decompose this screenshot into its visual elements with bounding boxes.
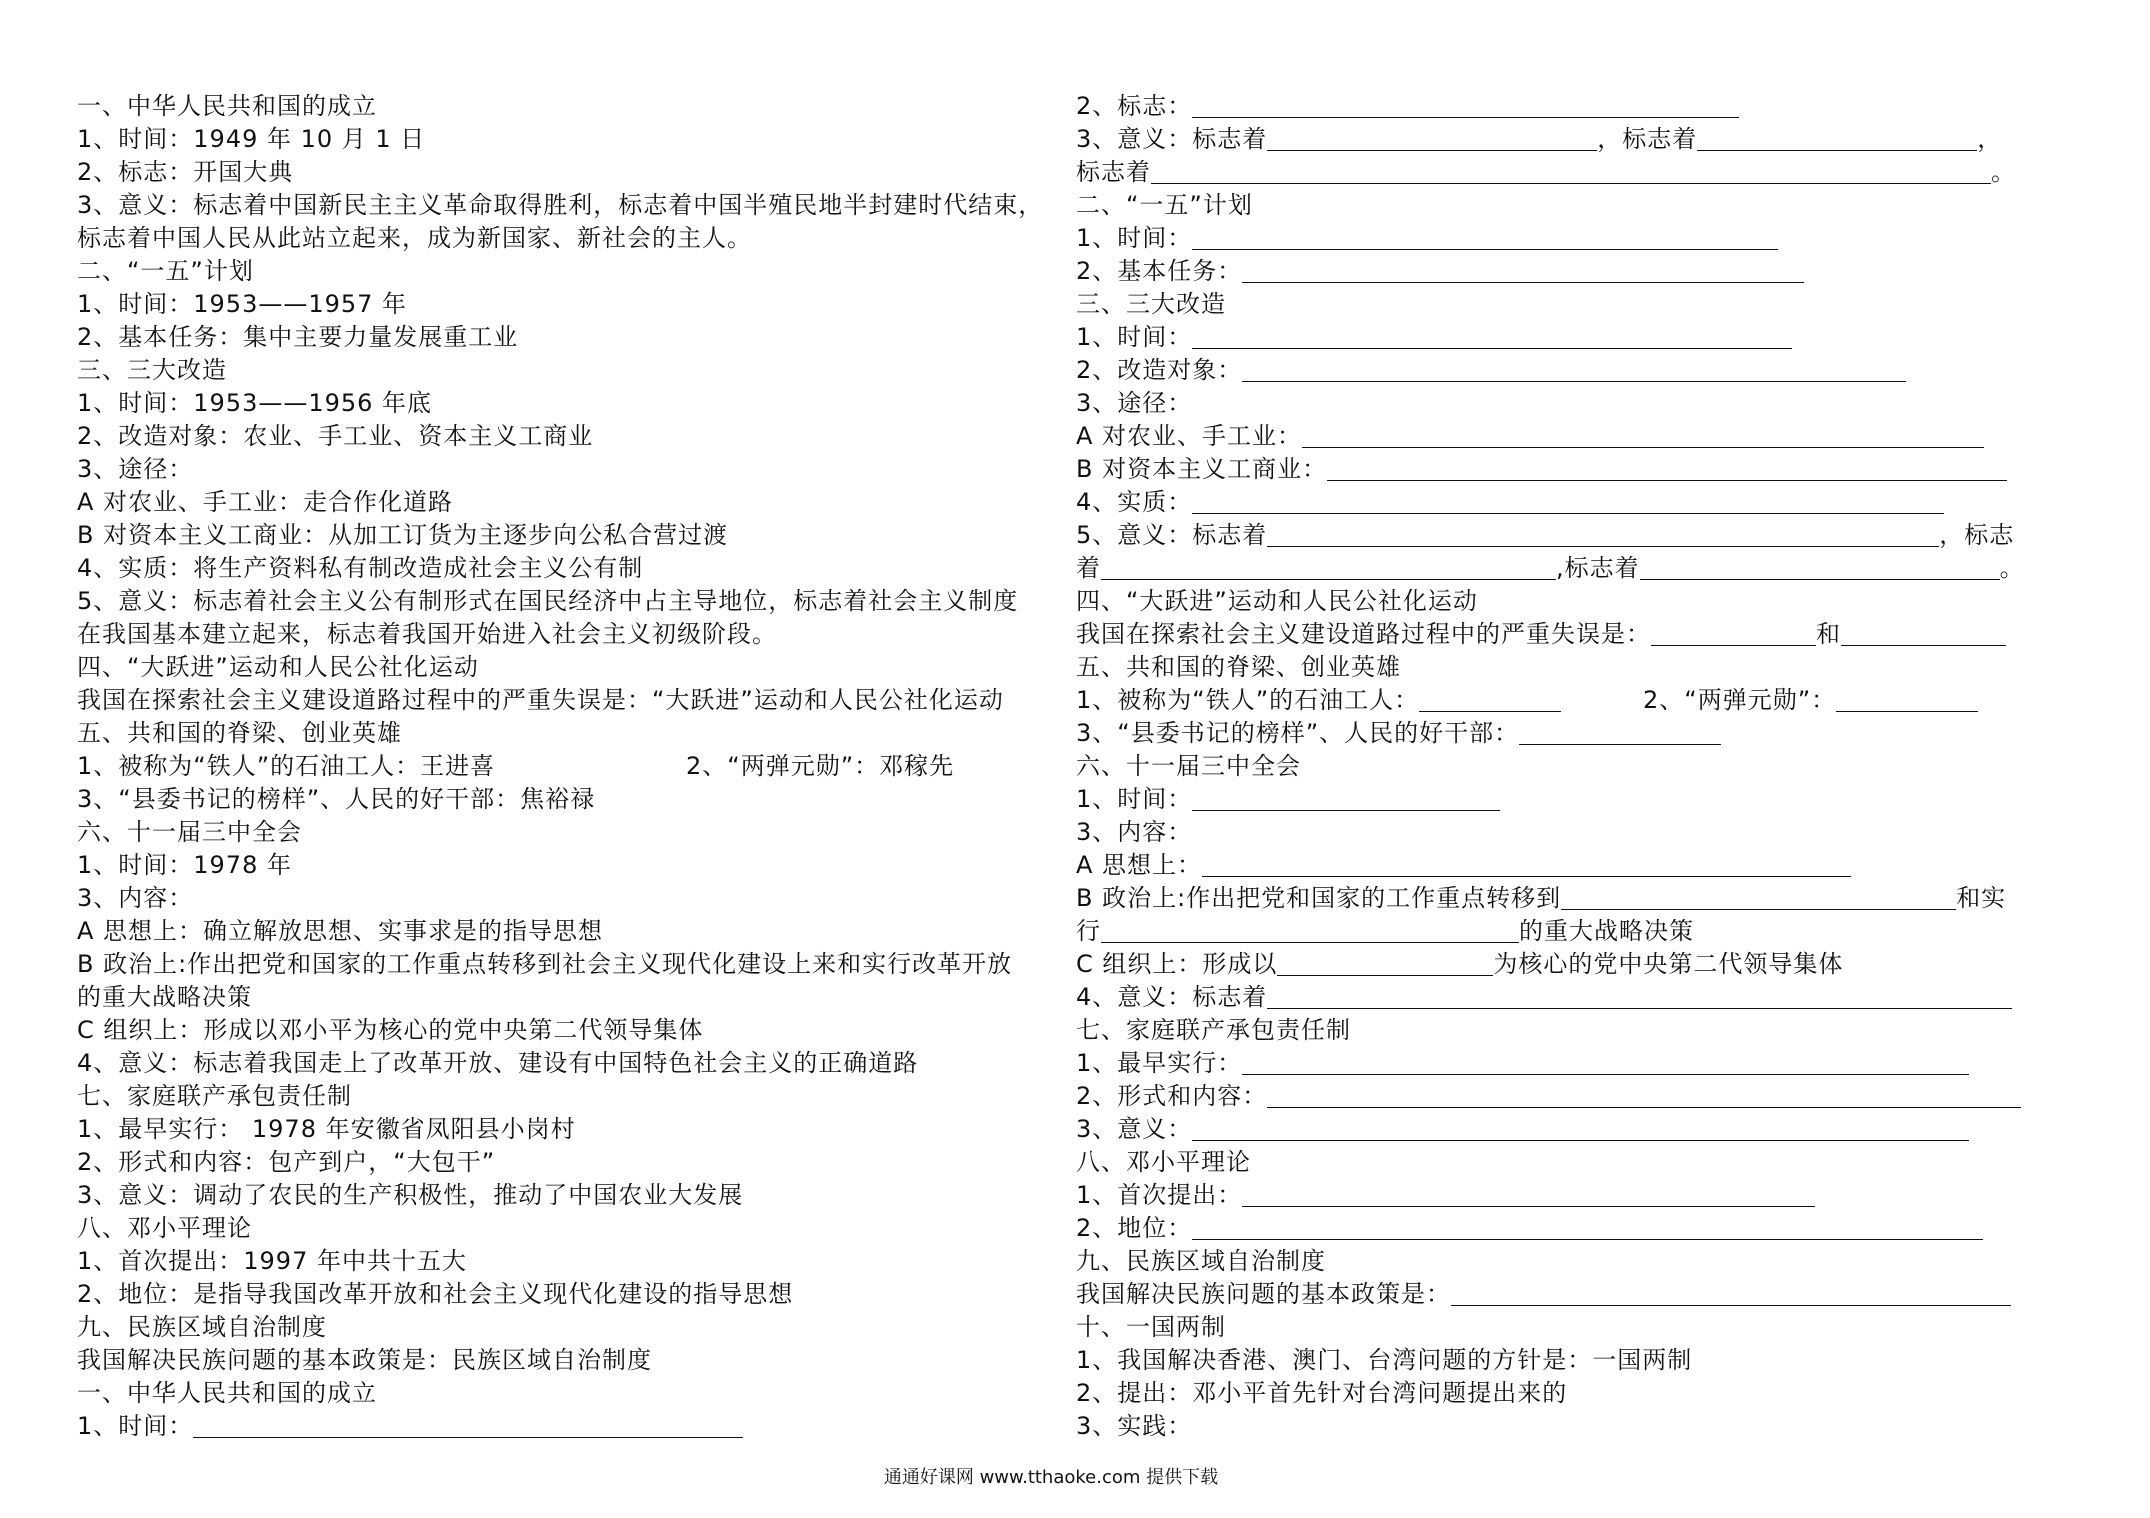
answer-blank bbox=[1836, 689, 1978, 712]
line-text: 九、民族区域自治制度 bbox=[77, 1313, 327, 1341]
worksheet-line bbox=[77, 750, 1067, 783]
answer-blank bbox=[1640, 557, 2000, 580]
section-heading-deng-theory-quiz bbox=[1076, 1146, 2076, 1179]
line-text: 1、首次提出：1997 年中共十五大 bbox=[77, 1247, 467, 1275]
line-text: 3、“县委书记的榜样”、人民的好干部： bbox=[1076, 719, 1520, 747]
worksheet-line bbox=[1076, 552, 2076, 585]
line-text: 3、途径： bbox=[1076, 389, 1193, 417]
line-text: 六、十一届三中全会 bbox=[1076, 752, 1301, 780]
line-text: ,标志着 bbox=[1556, 554, 1640, 582]
line-text: 1、时间： bbox=[77, 1412, 194, 1440]
line-text: 1、时间：1953——1957 年 bbox=[77, 290, 408, 318]
worksheet-line bbox=[77, 1179, 1067, 1212]
section-heading-third-plenum-quiz bbox=[1076, 750, 2076, 783]
answer-blank bbox=[1267, 128, 1597, 151]
answer-blank bbox=[1192, 491, 1944, 514]
line-text: 和实 bbox=[1956, 884, 2007, 912]
worksheet-line bbox=[1076, 1047, 2076, 1080]
worksheet-line bbox=[1076, 915, 2076, 948]
line-text: 1、被称为“铁人”的石油工人：王进喜 bbox=[77, 752, 496, 780]
line-text: 六、十一届三中全会 bbox=[77, 818, 302, 846]
worksheet-line bbox=[77, 618, 1067, 651]
worksheet-line bbox=[1076, 948, 2076, 981]
answer-blank bbox=[1242, 359, 1906, 382]
line-text: 标志着 bbox=[1076, 158, 1151, 186]
section-heading-ethnic-autonomy bbox=[77, 1311, 1067, 1344]
line-text: 三、三大改造 bbox=[1076, 290, 1226, 318]
worksheet-line bbox=[77, 123, 1067, 156]
section-heading-founding-quiz bbox=[77, 1377, 1067, 1410]
line-text: 三、三大改造 bbox=[77, 356, 227, 384]
worksheet-line bbox=[77, 453, 1067, 486]
line-text: A 思想上：确立解放思想、实事求是的指导思想 bbox=[77, 917, 604, 945]
line-text: 和 bbox=[1816, 620, 1841, 648]
answer-blank bbox=[1277, 953, 1493, 976]
line-text: 4、实质：将生产资料私有制改造成社会主义公有制 bbox=[77, 554, 644, 582]
line-text: 2、改造对象： bbox=[1076, 356, 1243, 384]
line-text: 3、内容： bbox=[77, 884, 194, 912]
line-text: 2、基本任务：集中主要力量发展重工业 bbox=[77, 323, 519, 351]
worksheet-line bbox=[1076, 90, 2076, 123]
line-text: 为核心的党中央第二代领导集体 bbox=[1493, 950, 1844, 978]
line-text: 2、标志：开国大典 bbox=[77, 158, 294, 186]
line-text: 1、最早实行： bbox=[1076, 1049, 1243, 1077]
line-text: 3、内容： bbox=[1076, 818, 1193, 846]
answer-blank bbox=[1101, 557, 1556, 580]
section-heading-three-transformations-quiz bbox=[1076, 288, 2076, 321]
worksheet-line bbox=[77, 552, 1067, 585]
section-heading-deng-theory bbox=[77, 1212, 1067, 1245]
worksheet-line bbox=[1076, 486, 2076, 519]
worksheet-line bbox=[1076, 717, 2076, 750]
line-text: 2、标志： bbox=[1076, 92, 1193, 120]
answer-blank bbox=[1267, 986, 2012, 1009]
line-text: 1、时间： bbox=[1076, 323, 1193, 351]
line-text: 1、时间： bbox=[1076, 224, 1193, 252]
worksheet-line bbox=[77, 222, 1067, 255]
line-text: 3、实践： bbox=[1076, 1412, 1193, 1440]
line-text: 四、“大跃进”运动和人民公社化运动 bbox=[1076, 587, 1478, 615]
answer-blank bbox=[1202, 854, 1851, 877]
line-text: 一、中华人民共和国的成立 bbox=[77, 1379, 377, 1407]
worksheet-line bbox=[77, 1146, 1067, 1179]
answer-blank bbox=[1242, 1052, 1969, 1075]
line-text: 标志着中国人民从此站立起来，成为新国家、新社会的主人。 bbox=[77, 224, 752, 252]
worksheet-line bbox=[77, 684, 1067, 717]
worksheet-line bbox=[77, 1344, 1067, 1377]
line-text: 2、改造对象：农业、手工业、资本主义工商业 bbox=[77, 422, 594, 450]
section-heading-third-plenum bbox=[77, 816, 1067, 849]
worksheet-line bbox=[1076, 1410, 2076, 1443]
line-text: 1、首次提出： bbox=[1076, 1181, 1243, 1209]
line-text: 1、时间：1949 年 10 月 1 日 bbox=[77, 125, 426, 153]
line-text: 九、民族区域自治制度 bbox=[1076, 1247, 1326, 1275]
answer-blank bbox=[1267, 1085, 2021, 1108]
answer-blank bbox=[1242, 260, 1804, 283]
worksheet-line bbox=[77, 915, 1067, 948]
line-text: 1、最早实行： 1978 年安徽省凤阳县小岗村 bbox=[77, 1115, 576, 1143]
worksheet-line bbox=[77, 783, 1067, 816]
line-text: 4、实质： bbox=[1076, 488, 1193, 516]
line-text: A 对农业、手工业： bbox=[1076, 422, 1303, 450]
worksheet-line bbox=[1076, 618, 2076, 651]
answer-blank bbox=[1561, 887, 1956, 910]
line-text: 3、意义： bbox=[1076, 1115, 1193, 1143]
section-heading-five-year-plan-quiz bbox=[1076, 189, 2076, 222]
answer-blank bbox=[1192, 227, 1778, 250]
line-text: 1、时间： bbox=[1076, 785, 1193, 813]
worksheet-line bbox=[1076, 156, 2076, 189]
line-text: C 组织上：形成以 bbox=[1076, 950, 1278, 978]
line-text: 着 bbox=[1076, 554, 1101, 582]
worksheet-line bbox=[77, 585, 1067, 618]
answer-blank bbox=[1192, 95, 1739, 118]
line-text: B 政治上:作出把党和国家的工作重点转移到 bbox=[1076, 884, 1562, 912]
worksheet-line bbox=[1076, 123, 2076, 156]
line-text-second: 2、“两弹元勋”：邓稼先 bbox=[686, 752, 955, 780]
worksheet-line bbox=[1076, 1344, 2076, 1377]
section-heading-heroes-quiz bbox=[1076, 651, 2076, 684]
line-text: 四、“大跃进”运动和人民公社化运动 bbox=[77, 653, 479, 681]
worksheet-line bbox=[1076, 387, 2076, 420]
line-text: 2、地位：是指导我国改革开放和社会主义现代化建设的指导思想 bbox=[77, 1280, 794, 1308]
worksheet-line bbox=[1076, 255, 2076, 288]
answer-blank bbox=[1419, 689, 1561, 712]
line-text: 2、形式和内容： bbox=[1076, 1082, 1268, 1110]
hero-two-bombs-group bbox=[1643, 684, 1978, 717]
line-text: 八、邓小平理论 bbox=[1076, 1148, 1251, 1176]
answer-blank bbox=[1451, 1283, 2011, 1306]
line-text: 二、“一五”计划 bbox=[77, 257, 254, 285]
footer-credit: 通通好课网 www.tthaoke.com 提供下载 bbox=[883, 1467, 1219, 1488]
worksheet-line bbox=[77, 1113, 1067, 1146]
answer-blank bbox=[1302, 425, 1984, 448]
line-text: 七、家庭联产承包责任制 bbox=[1076, 1016, 1351, 1044]
line-text: 一、中华人民共和国的成立 bbox=[77, 92, 377, 120]
worksheet-line bbox=[1076, 1080, 2076, 1113]
line-text: 行 bbox=[1076, 917, 1101, 945]
worksheet-line bbox=[1076, 519, 2076, 552]
worksheet-line bbox=[1076, 816, 2076, 849]
worksheet-line bbox=[77, 1047, 1067, 1080]
worksheet-line bbox=[77, 288, 1067, 321]
worksheet-line bbox=[77, 486, 1067, 519]
line-text: 的重大战略决策 bbox=[1519, 917, 1694, 945]
line-text: 的重大战略决策 bbox=[77, 983, 252, 1011]
line-text: 我国在探索社会主义建设道路过程中的严重失误是： bbox=[1076, 620, 1651, 648]
section-heading-household-quiz bbox=[1076, 1014, 2076, 1047]
answer-blank bbox=[1519, 722, 1721, 745]
line-text: 八、邓小平理论 bbox=[77, 1214, 252, 1242]
line-text: 二、“一五”计划 bbox=[1076, 191, 1253, 219]
line-text: A 对农业、手工业：走合作化道路 bbox=[77, 488, 454, 516]
line-text: A 思想上： bbox=[1076, 851, 1203, 879]
answer-blank bbox=[193, 1415, 743, 1438]
line-text: 3、意义：调动了农民的生产积极性，推动了中国农业大发展 bbox=[77, 1181, 744, 1209]
line-text: 1、时间：1978 年 bbox=[77, 851, 292, 879]
worksheet-line bbox=[77, 1278, 1067, 1311]
line-text: 1、时间：1953——1956 年底 bbox=[77, 389, 433, 417]
line-text: 在我国基本建立起来，标志着我国开始进入社会主义初级阶段。 bbox=[77, 620, 777, 648]
answer-blank bbox=[1101, 920, 1519, 943]
worksheet-line bbox=[77, 420, 1067, 453]
line-text: 3、意义：标志着 bbox=[1076, 125, 1268, 153]
worksheet-line bbox=[1076, 849, 2076, 882]
answer-blank bbox=[1651, 623, 1816, 646]
line-text: 2、提出：邓小平首先针对台湾问题提出来的 bbox=[1076, 1379, 1568, 1407]
answer-blank bbox=[1327, 458, 2007, 481]
answer-blank bbox=[1192, 1118, 1969, 1141]
worksheet-line bbox=[1076, 1179, 2076, 1212]
section-heading-one-country-two-systems bbox=[1076, 1311, 2076, 1344]
line-text: 2、基本任务： bbox=[1076, 257, 1243, 285]
section-heading-great-leap-quiz bbox=[1076, 585, 2076, 618]
worksheet-line bbox=[1076, 321, 2076, 354]
line-text: B 政治上:作出把党和国家的工作重点转移到社会主义现代化建设上来和实行改革开放 bbox=[77, 950, 1013, 978]
worksheet-line bbox=[1076, 882, 2076, 915]
line-text: 1、被称为“铁人”的石油工人： bbox=[1076, 686, 1420, 714]
line-text: 2、形式和内容：包产到户，“大包干” bbox=[77, 1148, 496, 1176]
section-heading-five-year-plan bbox=[77, 255, 1067, 288]
line-text: ，标志 bbox=[1939, 521, 2015, 549]
line-text: 五、共和国的脊梁、创业英雄 bbox=[1076, 653, 1401, 681]
fill-in-column bbox=[1076, 90, 2076, 1443]
worksheet-line bbox=[77, 387, 1067, 420]
worksheet-line bbox=[1076, 684, 2076, 717]
section-heading-three-transformations bbox=[77, 354, 1067, 387]
line-text: 1、我国解决香港、澳门、台湾问题的方针是：一国两制 bbox=[1076, 1346, 1693, 1374]
worksheet-line bbox=[1076, 1212, 2076, 1245]
line-text: 3、途径： bbox=[77, 455, 194, 483]
line-text: 2、地位： bbox=[1076, 1214, 1193, 1242]
worksheet-line bbox=[77, 1410, 1067, 1443]
answer-blank bbox=[1192, 326, 1792, 349]
answer-blank bbox=[1151, 161, 1991, 184]
worksheet-line bbox=[77, 321, 1067, 354]
section-heading-founding bbox=[77, 90, 1067, 123]
answer-blank bbox=[1697, 128, 1977, 151]
worksheet-line bbox=[77, 189, 1067, 222]
line-text: 。 bbox=[1999, 554, 2025, 582]
worksheet-line bbox=[1076, 981, 2076, 1014]
line-text: 我国在探索社会主义建设道路过程中的严重失误是：“大跃进”运动和人民公社化运动 bbox=[77, 686, 1004, 714]
line-text: C 组织上：形成以邓小平为核心的党中央第二代领导集体 bbox=[77, 1016, 704, 1044]
answer-blank bbox=[1267, 524, 1939, 547]
section-heading-heroes bbox=[77, 717, 1067, 750]
worksheet-line bbox=[1076, 1113, 2076, 1146]
worksheet-line bbox=[1076, 783, 2076, 816]
line-text: ，标志着 bbox=[1597, 125, 1698, 153]
line-text: B 对资本主义工商业： bbox=[1076, 455, 1328, 483]
line-text: ， bbox=[1977, 125, 2003, 153]
line-text: 4、意义：标志着 bbox=[1076, 983, 1268, 1011]
worksheet-line bbox=[77, 948, 1067, 981]
worksheet-line bbox=[1076, 354, 2076, 387]
line-text: 3、意义：标志着中国新民主主义革命取得胜利，标志着中国半殖民地半封建时代结束， bbox=[77, 191, 1044, 219]
line-text: 我国解决民族问题的基本政策是： bbox=[1076, 1280, 1451, 1308]
section-heading-ethnic-autonomy-quiz bbox=[1076, 1245, 2076, 1278]
line-text: 我国解决民族问题的基本政策是：民族区域自治制度 bbox=[77, 1346, 652, 1374]
line-text: 5、意义：标志着 bbox=[1076, 521, 1268, 549]
answer-blank bbox=[1192, 1217, 1983, 1240]
worksheet-line bbox=[77, 1245, 1067, 1278]
worksheet-line bbox=[77, 981, 1067, 1014]
line-text: 5、意义：标志着社会主义公有制形式在国民经济中占主导地位，标志着社会主义制度 bbox=[77, 587, 1019, 615]
section-heading-household-responsibility bbox=[77, 1080, 1067, 1113]
answer-key-column bbox=[77, 90, 1067, 1443]
line-text: 4、意义：标志着我国走上了改革开放、建设有中国特色社会主义的正确道路 bbox=[77, 1049, 919, 1077]
line-text: 十、一国两制 bbox=[1076, 1313, 1226, 1341]
worksheet-line bbox=[1076, 222, 2076, 255]
worksheet-line bbox=[77, 519, 1067, 552]
line-text: B 对资本主义工商业：从加工订货为主逐步向公私合营过渡 bbox=[77, 521, 729, 549]
worksheet-line bbox=[1076, 420, 2076, 453]
line-text: 。 bbox=[1991, 158, 2016, 186]
line-text: 3、“县委书记的榜样”、人民的好干部：焦裕禄 bbox=[77, 785, 596, 813]
worksheet-line bbox=[77, 882, 1067, 915]
answer-blank bbox=[1242, 1184, 1815, 1207]
line-text: 七、家庭联产承包责任制 bbox=[77, 1082, 352, 1110]
worksheet-line bbox=[1076, 453, 2076, 486]
worksheet-line bbox=[77, 1014, 1067, 1047]
line-text: 五、共和国的脊梁、创业英雄 bbox=[77, 719, 402, 747]
answer-blank bbox=[1841, 623, 2006, 646]
worksheet-line bbox=[77, 849, 1067, 882]
worksheet-line bbox=[77, 156, 1067, 189]
section-heading-great-leap bbox=[77, 651, 1067, 684]
worksheet-line bbox=[1076, 1278, 2076, 1311]
line-text-second: 2、“两弹元勋”： bbox=[1643, 686, 1837, 714]
worksheet-line bbox=[1076, 1377, 2076, 1410]
answer-blank bbox=[1192, 788, 1500, 811]
